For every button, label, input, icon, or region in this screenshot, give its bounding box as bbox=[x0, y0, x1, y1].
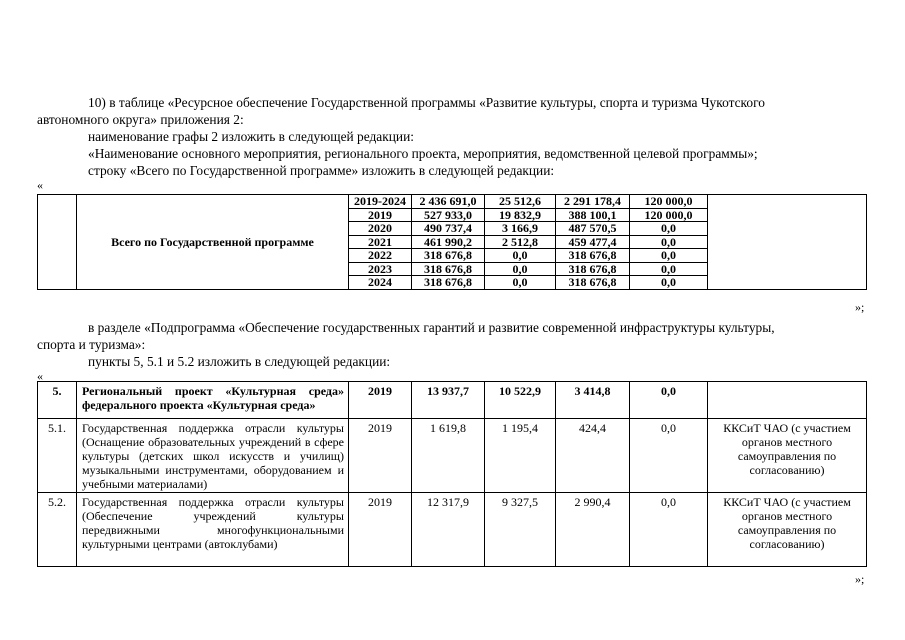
paragraph-column-2-title: «Наименование основного мероприятия, регионального проекта, мероприятия, ведомственной целевой программы»; bbox=[88, 146, 758, 161]
row-responsible: ККСиТ ЧАО (с участием органов местного самоуправления по согласованию) bbox=[708, 419, 867, 493]
other-cell: 0,0 bbox=[630, 276, 708, 290]
total-cell: 527 933,0 bbox=[412, 208, 485, 222]
row-federal: 10 522,9 bbox=[485, 382, 556, 419]
row-year: 2019 bbox=[349, 419, 412, 493]
paragraph-10-line1: 10) в таблице «Ресурсное обеспечение Государственной программы «Развитие культуры, спорта и туризма Чукотского bbox=[88, 95, 765, 110]
year-cell: 2021 bbox=[349, 235, 412, 249]
total-row-name: Всего по Государственной программе bbox=[77, 195, 349, 290]
total-cell: 318 676,8 bbox=[412, 262, 485, 276]
year-cell: 2019-2024 bbox=[349, 195, 412, 209]
row-number: 5.2. bbox=[38, 493, 77, 567]
year-cell: 2020 bbox=[349, 222, 412, 236]
row-name: Государственная поддержка отрасли культуры (Оснащение образовательных учреждений в сфере культуры (детских школ искусств и училищ) музыкальными инструментами, оборудованием и учебными материалами) bbox=[77, 419, 349, 493]
paragraph-subprogram-line1: в разделе «Подпрограмма «Обеспечение государственных гарантий и развитие современной инфраструктуры культуры, bbox=[88, 320, 775, 335]
federal-cell: 2 512,8 bbox=[485, 235, 556, 249]
total-cell: 2 436 691,0 bbox=[412, 195, 485, 209]
row-number: 5. bbox=[38, 382, 77, 419]
row-number: 5.1. bbox=[38, 419, 77, 493]
items-table bbox=[37, 381, 867, 567]
federal-cell: 25 512,6 bbox=[485, 195, 556, 209]
row-responsible bbox=[708, 382, 867, 419]
blank-number-cell bbox=[38, 195, 77, 290]
federal-cell: 19 832,9 bbox=[485, 208, 556, 222]
paragraph-total-row: строку «Всего по Государственной программе» изложить в следующей редакции: bbox=[88, 163, 555, 178]
open-quote-2: « bbox=[37, 369, 43, 383]
close-quote-2: »; bbox=[855, 572, 865, 586]
table-row bbox=[38, 493, 867, 567]
regional-cell: 318 676,8 bbox=[556, 249, 630, 263]
other-cell: 0,0 bbox=[630, 222, 708, 236]
paragraph-10-line2: автономного округа» приложения 2: bbox=[37, 112, 244, 127]
row-year: 2019 bbox=[349, 382, 412, 419]
regional-cell: 459 477,4 bbox=[556, 235, 630, 249]
total-cell: 318 676,8 bbox=[412, 249, 485, 263]
other-cell: 0,0 bbox=[630, 235, 708, 249]
regional-cell: 318 676,8 bbox=[556, 276, 630, 290]
row-name: Государственная поддержка отрасли культуры (Обеспечение учреждений культуры передвижными многофункциональными культурными центрами (автоклубами) bbox=[77, 493, 349, 567]
row-total: 13 937,7 bbox=[412, 382, 485, 419]
year-cell: 2023 bbox=[349, 262, 412, 276]
row-regional: 3 414,8 bbox=[556, 382, 630, 419]
row-federal: 1 195,4 bbox=[485, 419, 556, 493]
year-cell: 2022 bbox=[349, 249, 412, 263]
federal-cell: 0,0 bbox=[485, 262, 556, 276]
regional-cell: 318 676,8 bbox=[556, 262, 630, 276]
table-row bbox=[38, 382, 867, 419]
row-total: 1 619,8 bbox=[412, 419, 485, 493]
federal-cell: 0,0 bbox=[485, 276, 556, 290]
year-cell: 2019 bbox=[349, 208, 412, 222]
row-other: 0,0 bbox=[630, 493, 708, 567]
row-name: Региональный проект «Культурная среда» федерального проекта «Культурная среда» bbox=[77, 382, 349, 419]
total-cell: 461 990,2 bbox=[412, 235, 485, 249]
federal-cell: 3 166,9 bbox=[485, 222, 556, 236]
regional-cell: 388 100,1 bbox=[556, 208, 630, 222]
open-quote-1: « bbox=[37, 178, 43, 192]
table-row bbox=[38, 195, 867, 209]
regional-cell: 487 570,5 bbox=[556, 222, 630, 236]
paragraph-column-2: наименование графы 2 изложить в следующей редакции: bbox=[88, 129, 414, 144]
paragraph-items: пункты 5, 5.1 и 5.2 изложить в следующей редакции: bbox=[88, 354, 391, 369]
row-federal: 9 327,5 bbox=[485, 493, 556, 567]
table-row bbox=[38, 419, 867, 493]
other-cell: 120 000,0 bbox=[630, 208, 708, 222]
total-table bbox=[37, 194, 867, 290]
other-cell: 120 000,0 bbox=[630, 195, 708, 209]
total-cell: 318 676,8 bbox=[412, 276, 485, 290]
row-other: 0,0 bbox=[630, 419, 708, 493]
regional-cell: 2 291 178,4 bbox=[556, 195, 630, 209]
blank-responsible-cell bbox=[708, 195, 867, 290]
other-cell: 0,0 bbox=[630, 262, 708, 276]
row-regional: 2 990,4 bbox=[556, 493, 630, 567]
row-other: 0,0 bbox=[630, 382, 708, 419]
row-regional: 424,4 bbox=[556, 419, 630, 493]
paragraph-subprogram-line2: спорта и туризма»: bbox=[37, 337, 146, 352]
close-quote-1: »; bbox=[855, 300, 865, 314]
year-cell: 2024 bbox=[349, 276, 412, 290]
row-responsible: ККСиТ ЧАО (с участием органов местного самоуправления по согласованию) bbox=[708, 493, 867, 567]
other-cell: 0,0 bbox=[630, 249, 708, 263]
row-total: 12 317,9 bbox=[412, 493, 485, 567]
row-year: 2019 bbox=[349, 493, 412, 567]
total-cell: 490 737,4 bbox=[412, 222, 485, 236]
federal-cell: 0,0 bbox=[485, 249, 556, 263]
